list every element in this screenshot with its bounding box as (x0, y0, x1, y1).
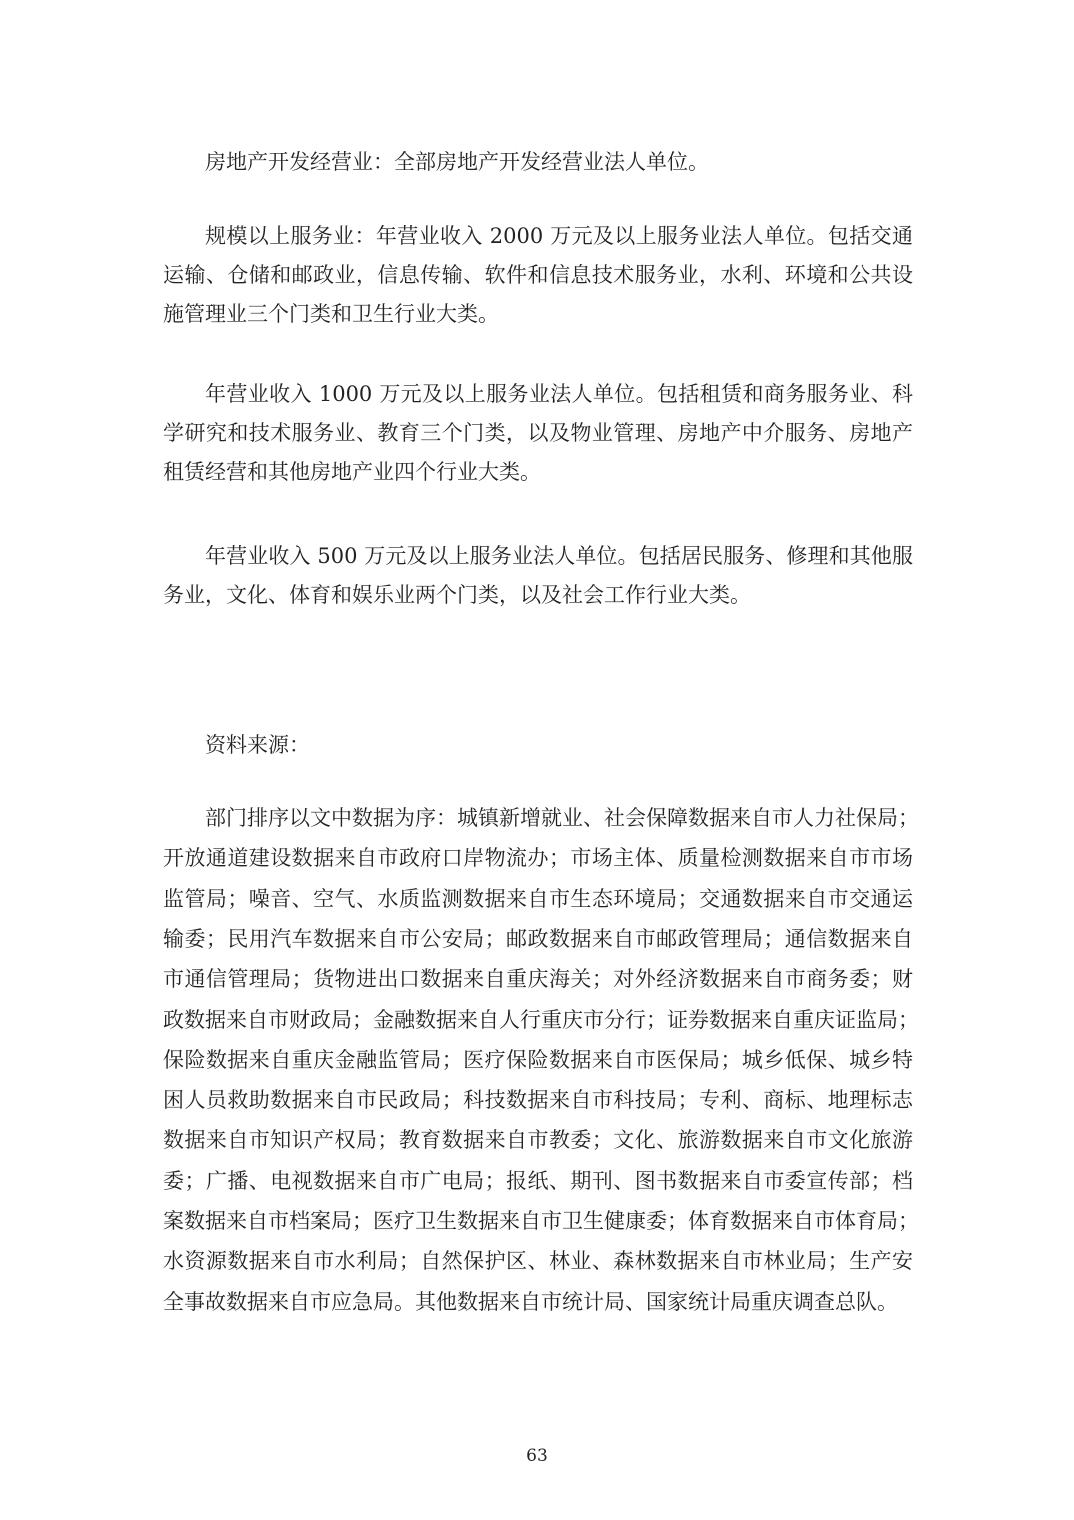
paragraph-line: 年营业收入 500 万元及以上服务业法人单位。包括居民服务、修理和其他服 (205, 544, 913, 568)
sources-heading: 资料来源： (205, 733, 310, 757)
paragraph-line: 施管理业三个门类和卫生行业大类。 (163, 302, 499, 326)
paragraph-line: 学研究和技术服务业、教育三个门类，以及物业管理、房地产中介服务、房地产 (163, 421, 913, 445)
sources-line: 政数据来自市财政局；金融数据来自人行重庆市分行；证券数据来自重庆证监局； (163, 1007, 919, 1032)
sources-line: 数据来自市知识产权局；教育数据来自市教委；文化、旅游数据来自市文化旅游 (163, 1128, 913, 1153)
sources-line: 委；广播、电视数据来自市广电局；报纸、期刊、图书数据来自市委宣传部；档 (163, 1168, 913, 1193)
sources-line: 水资源数据来自市水利局；自然保护区、林业、森林数据来自市林业局；生产安 (163, 1249, 913, 1274)
sources-line: 案数据来自市档案局；医疗卫生数据来自市卫生健康委；体育数据来自市体育局； (163, 1209, 919, 1233)
sources-line: 保险数据来自重庆金融监管局；医疗保险数据来自市医保局；城乡低保、城乡特 (163, 1047, 913, 1072)
sources-line: 输委；民用汽车数据来自市公安局；邮政数据来自市邮政管理局；通信数据来自 (163, 926, 913, 951)
paragraph-line: 规模以上服务业：年营业收入 2000 万元及以上服务业法人单位。包括交通 (205, 224, 913, 248)
sources-line: 市通信管理局；货物进出口数据来自重庆海关；对外经济数据来自市商务委；财 (163, 967, 913, 992)
sources-line: 监管局；噪音、空气、水质监测数据来自市生态环境局；交通数据来自市交通运 (163, 886, 913, 911)
sources-line: 困人员救助数据来自市民政局；科技数据来自市科技局；专利、商标、地理标志 (163, 1088, 913, 1113)
sources-line: 全事故数据来自市应急局。其他数据来自市统计局、国家统计局重庆调查总队。 (163, 1289, 898, 1314)
paragraph-line: 运输、仓储和邮政业，信息传输、软件和信息技术服务业，水利、环境和公共设 (163, 263, 913, 287)
paragraph-line: 年营业收入 1000 万元及以上服务业法人单位。包括租赁和商务服务业、科 (205, 382, 913, 406)
paragraph-line: 租赁经营和其他房地产业四个行业大类。 (163, 460, 541, 484)
paragraph-line: 务业，文化、体育和娱乐业两个门类，以及社会工作行业大类。 (163, 583, 751, 607)
sources-line: 部门排序以文中数据为序：城镇新增就业、社会保障数据来自市人力社保局； (205, 806, 919, 830)
page-number: 63 (526, 1446, 548, 1466)
sources-line: 开放通道建设数据来自市政府口岸物流办；市场主体、质量检测数据来自市市场 (163, 846, 913, 871)
paragraph-line: 房地产开发经营业：全部房地产开发经营业法人单位。 (205, 150, 709, 174)
